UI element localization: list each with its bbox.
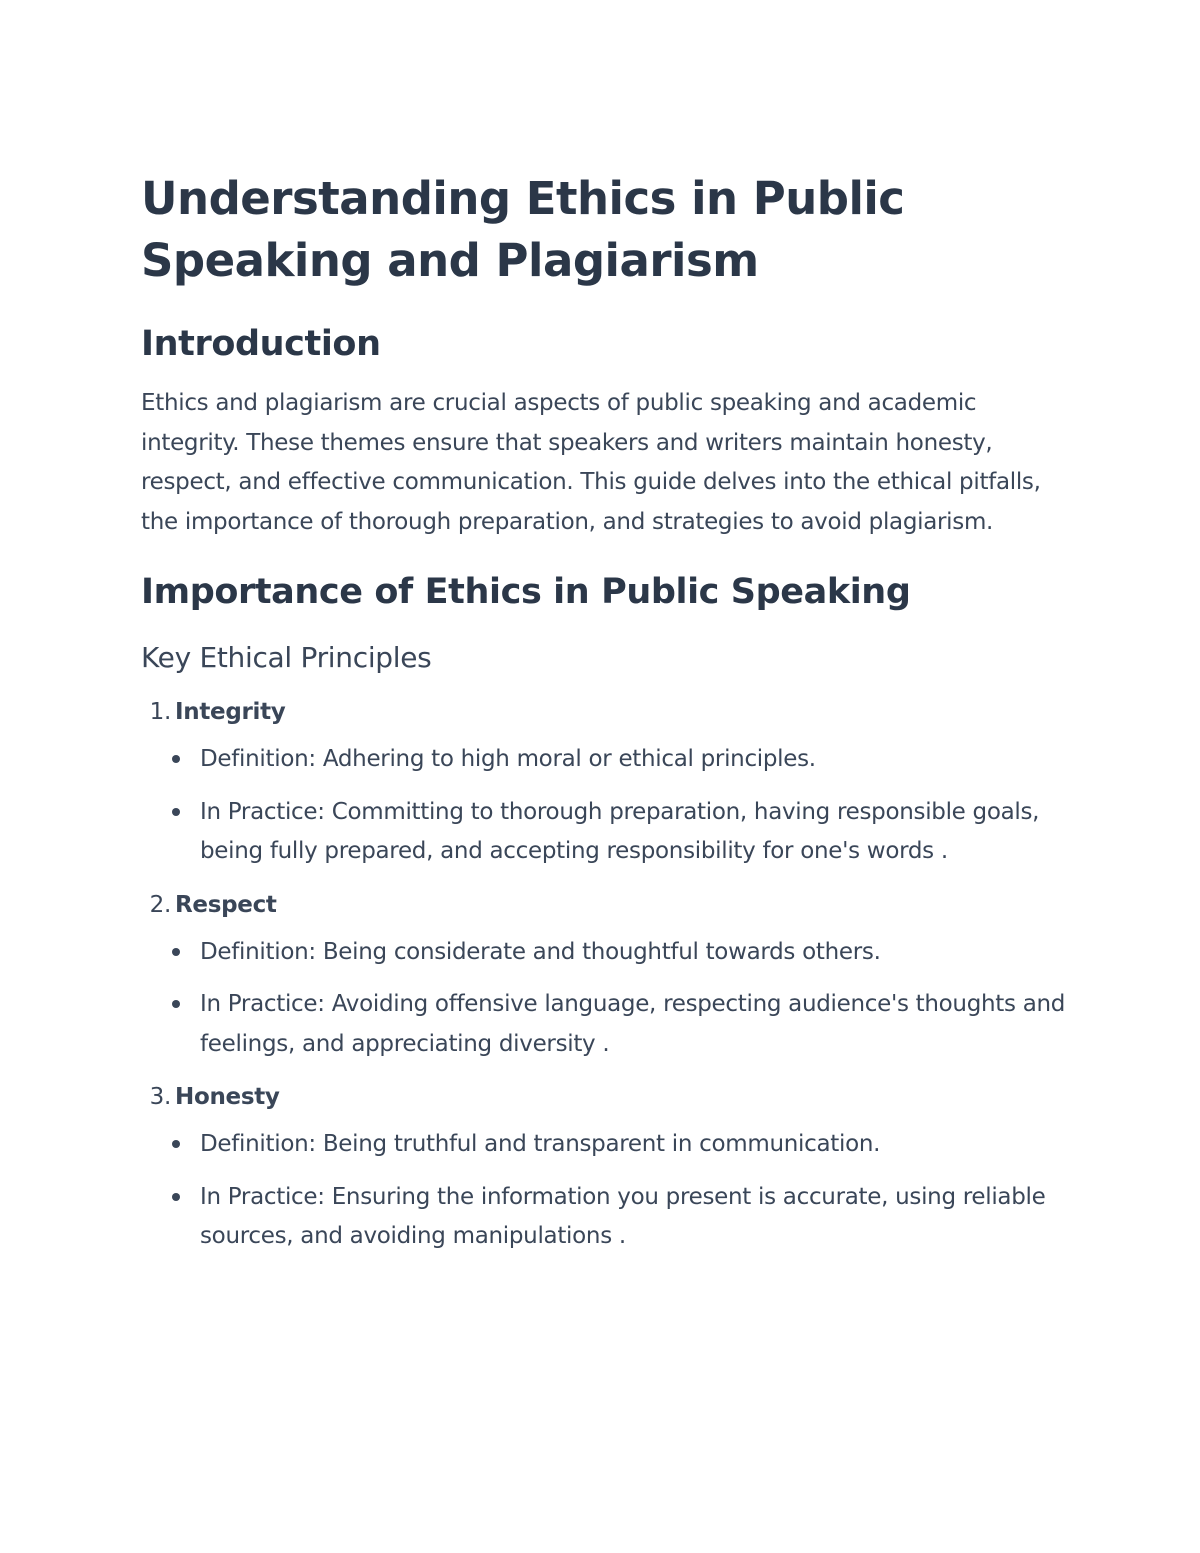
detail-text: In Practice: Committing to thorough preparation, having responsible goals, being fully prepared, and accepting responsibility for one's words . bbox=[200, 798, 1040, 864]
principle-item-integrity bbox=[141, 692, 1070, 872]
principle-number: 2. bbox=[149, 891, 171, 918]
principle-name: Respect bbox=[175, 891, 277, 918]
principle-details bbox=[141, 1125, 1070, 1257]
introduction-heading: Introduction bbox=[141, 324, 381, 364]
detail-text: Definition: Being truthful and transparent in communication. bbox=[200, 1131, 881, 1157]
list-item bbox=[141, 985, 1070, 1064]
bullet-icon bbox=[172, 755, 180, 763]
principle-name: Honesty bbox=[175, 1084, 280, 1110]
principle-item-respect bbox=[141, 885, 1070, 1065]
principle-name: Integrity bbox=[175, 699, 286, 725]
bullet-icon bbox=[172, 808, 180, 816]
principle-title bbox=[141, 1077, 1070, 1117]
detail-text: In Practice: Avoiding offensive language, respecting audience's thoughts and feelings, and appreciating diversity . bbox=[200, 991, 1066, 1057]
principle-details bbox=[141, 740, 1070, 872]
detail-text: Definition: Adhering to high moral or ethical principles. bbox=[200, 746, 816, 772]
principle-item-honesty bbox=[141, 1077, 1070, 1257]
introduction-paragraph: Ethics and plagiarism are crucial aspects of public speaking and academic integrity. These themes ensure that speakers and writers maintain honesty, respect, and effective communication. This guide delves into the ethical pitfalls, the importance of thorough preparation, and strategies to avoid plagiarism. bbox=[141, 390, 1041, 535]
bullet-icon bbox=[172, 1000, 180, 1008]
principle-number: 1. bbox=[149, 699, 171, 725]
list-item bbox=[141, 933, 1070, 973]
detail-text: Definition: Being considerate and thoughtful towards others. bbox=[200, 938, 881, 965]
principle-title bbox=[141, 885, 1070, 925]
detail-text: In Practice: Ensuring the information you present is accurate, using reliable sources, and avoiding manipulations . bbox=[200, 1183, 1046, 1249]
list-item bbox=[141, 740, 1070, 780]
key-principles-subheading: Key Ethical Principles bbox=[141, 641, 432, 674]
principles-list bbox=[141, 692, 1070, 1257]
bullet-icon bbox=[172, 1193, 180, 1201]
list-item bbox=[141, 793, 1070, 872]
bullet-icon bbox=[172, 1140, 180, 1148]
principle-details bbox=[141, 933, 1070, 1065]
document-title: Understanding Ethics in Public Speaking and Plagiarism bbox=[141, 172, 905, 287]
principle-title bbox=[141, 692, 1070, 732]
list-item bbox=[141, 1178, 1070, 1257]
list-item bbox=[141, 1125, 1070, 1165]
bullet-icon bbox=[172, 948, 180, 956]
ethics-section-heading: Importance of Ethics in Public Speaking bbox=[141, 572, 911, 612]
principle-number: 3. bbox=[149, 1084, 171, 1110]
